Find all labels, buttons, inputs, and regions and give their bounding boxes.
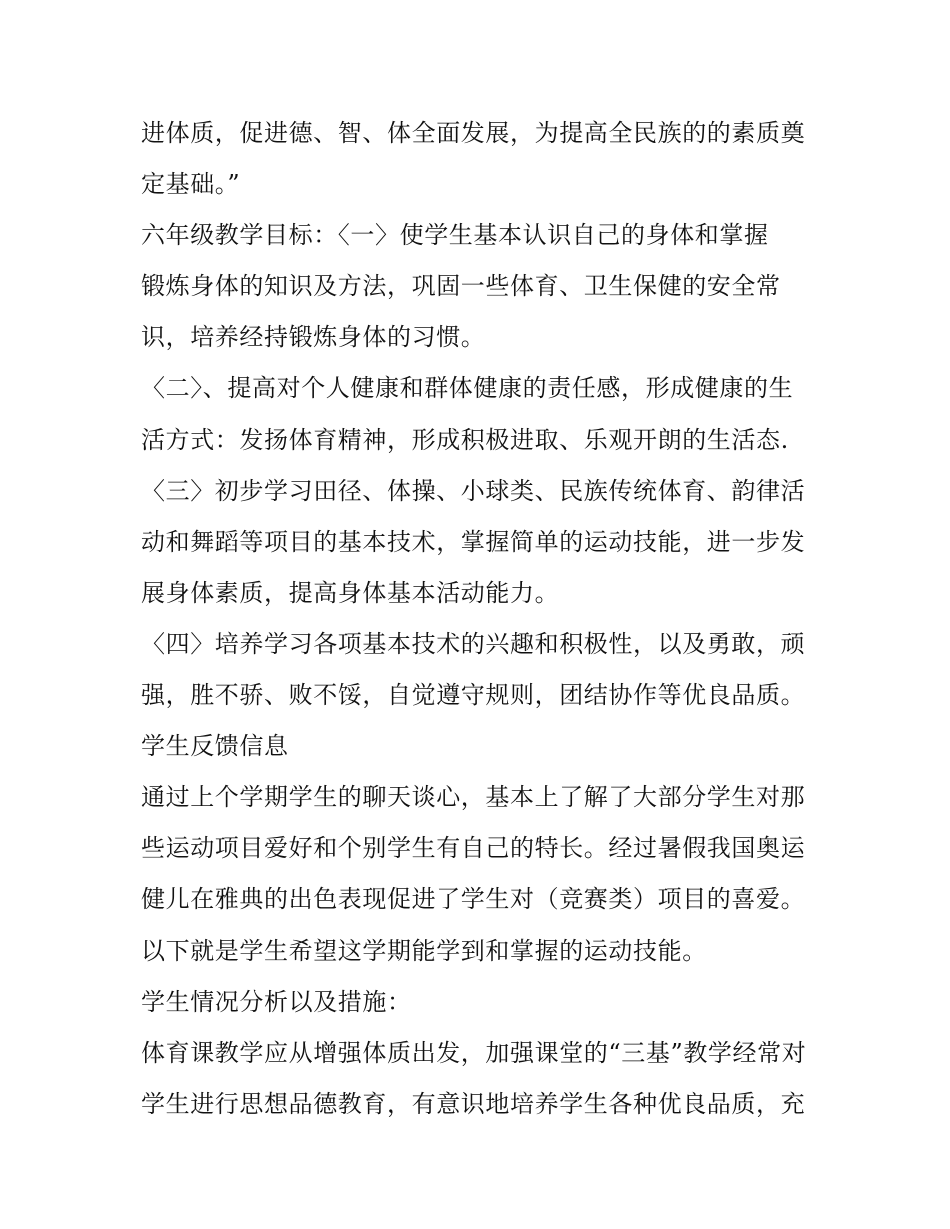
text-line-9: 动和舞蹈等项目的基本技术，掌握简单的运动技能，进一步发 [141,527,806,556]
text-line-15: 些运动项目爱好和个别学生有自己的特长。经过暑假我国奥运 [141,834,806,863]
text-line-4: 锻炼身体的知识及方法，巩固一些体育、卫生保健的安全常 [141,272,781,301]
text-line-13: 学生反馈信息 [141,732,289,761]
text-line-6: 〈二〉、提高对个人健康和群体健康的责任感，形成健康的生 [141,374,794,403]
text-line-16: 健儿在雅典的出色表现促进了学生对（竞赛类）项目的喜爱。 [141,885,806,914]
text-line-10: 展身体素质，提高身体基本活动能力。 [141,578,560,607]
text-line-11: 〈四〉培养学习各项基本技术的兴趣和积极性，以及勇敢，顽 [141,629,806,658]
text-line-19: 体育课教学应从增强体质出发，加强课堂的“三基”教学经常对 [141,1038,807,1067]
text-line-1: 进体质，促进德、智、体全面发展，为提高全民族的的素质奠 [141,119,806,147]
text-line-14: 通过上个学期学生的聊天谈心，基本上了解了大部分学生对那 [141,783,806,812]
text-line-20: 学生进行思想品德教育，有意识地培养学生各种优良品质，充 [141,1089,806,1118]
text-line-8: 〈三〉初步学习田径、体操、小球类、民族传统体育、韵律活 [141,476,806,505]
text-line-18: 学生情况分析以及措施： [141,987,412,1016]
text-line-7: 活方式：发扬体育精神，形成积极进取、乐观开朗的生活态. [141,425,789,454]
text-line-12: 强，胜不骄、败不馁，自觉遵守规则，团结协作等优良品质。 [141,681,806,710]
document-body [141,108,821,1130]
text-line-2: 定基础。” [141,170,241,199]
text-line-5: 识，培养经持锻炼身体的习惯。 [141,323,486,352]
text-line-17: 以下就是学生希望这学期能学到和掌握的运动技能。 [141,936,707,965]
text-line-3: 六年级教学目标：〈一〉使学生基本认识自己的身体和掌握 [141,221,769,250]
